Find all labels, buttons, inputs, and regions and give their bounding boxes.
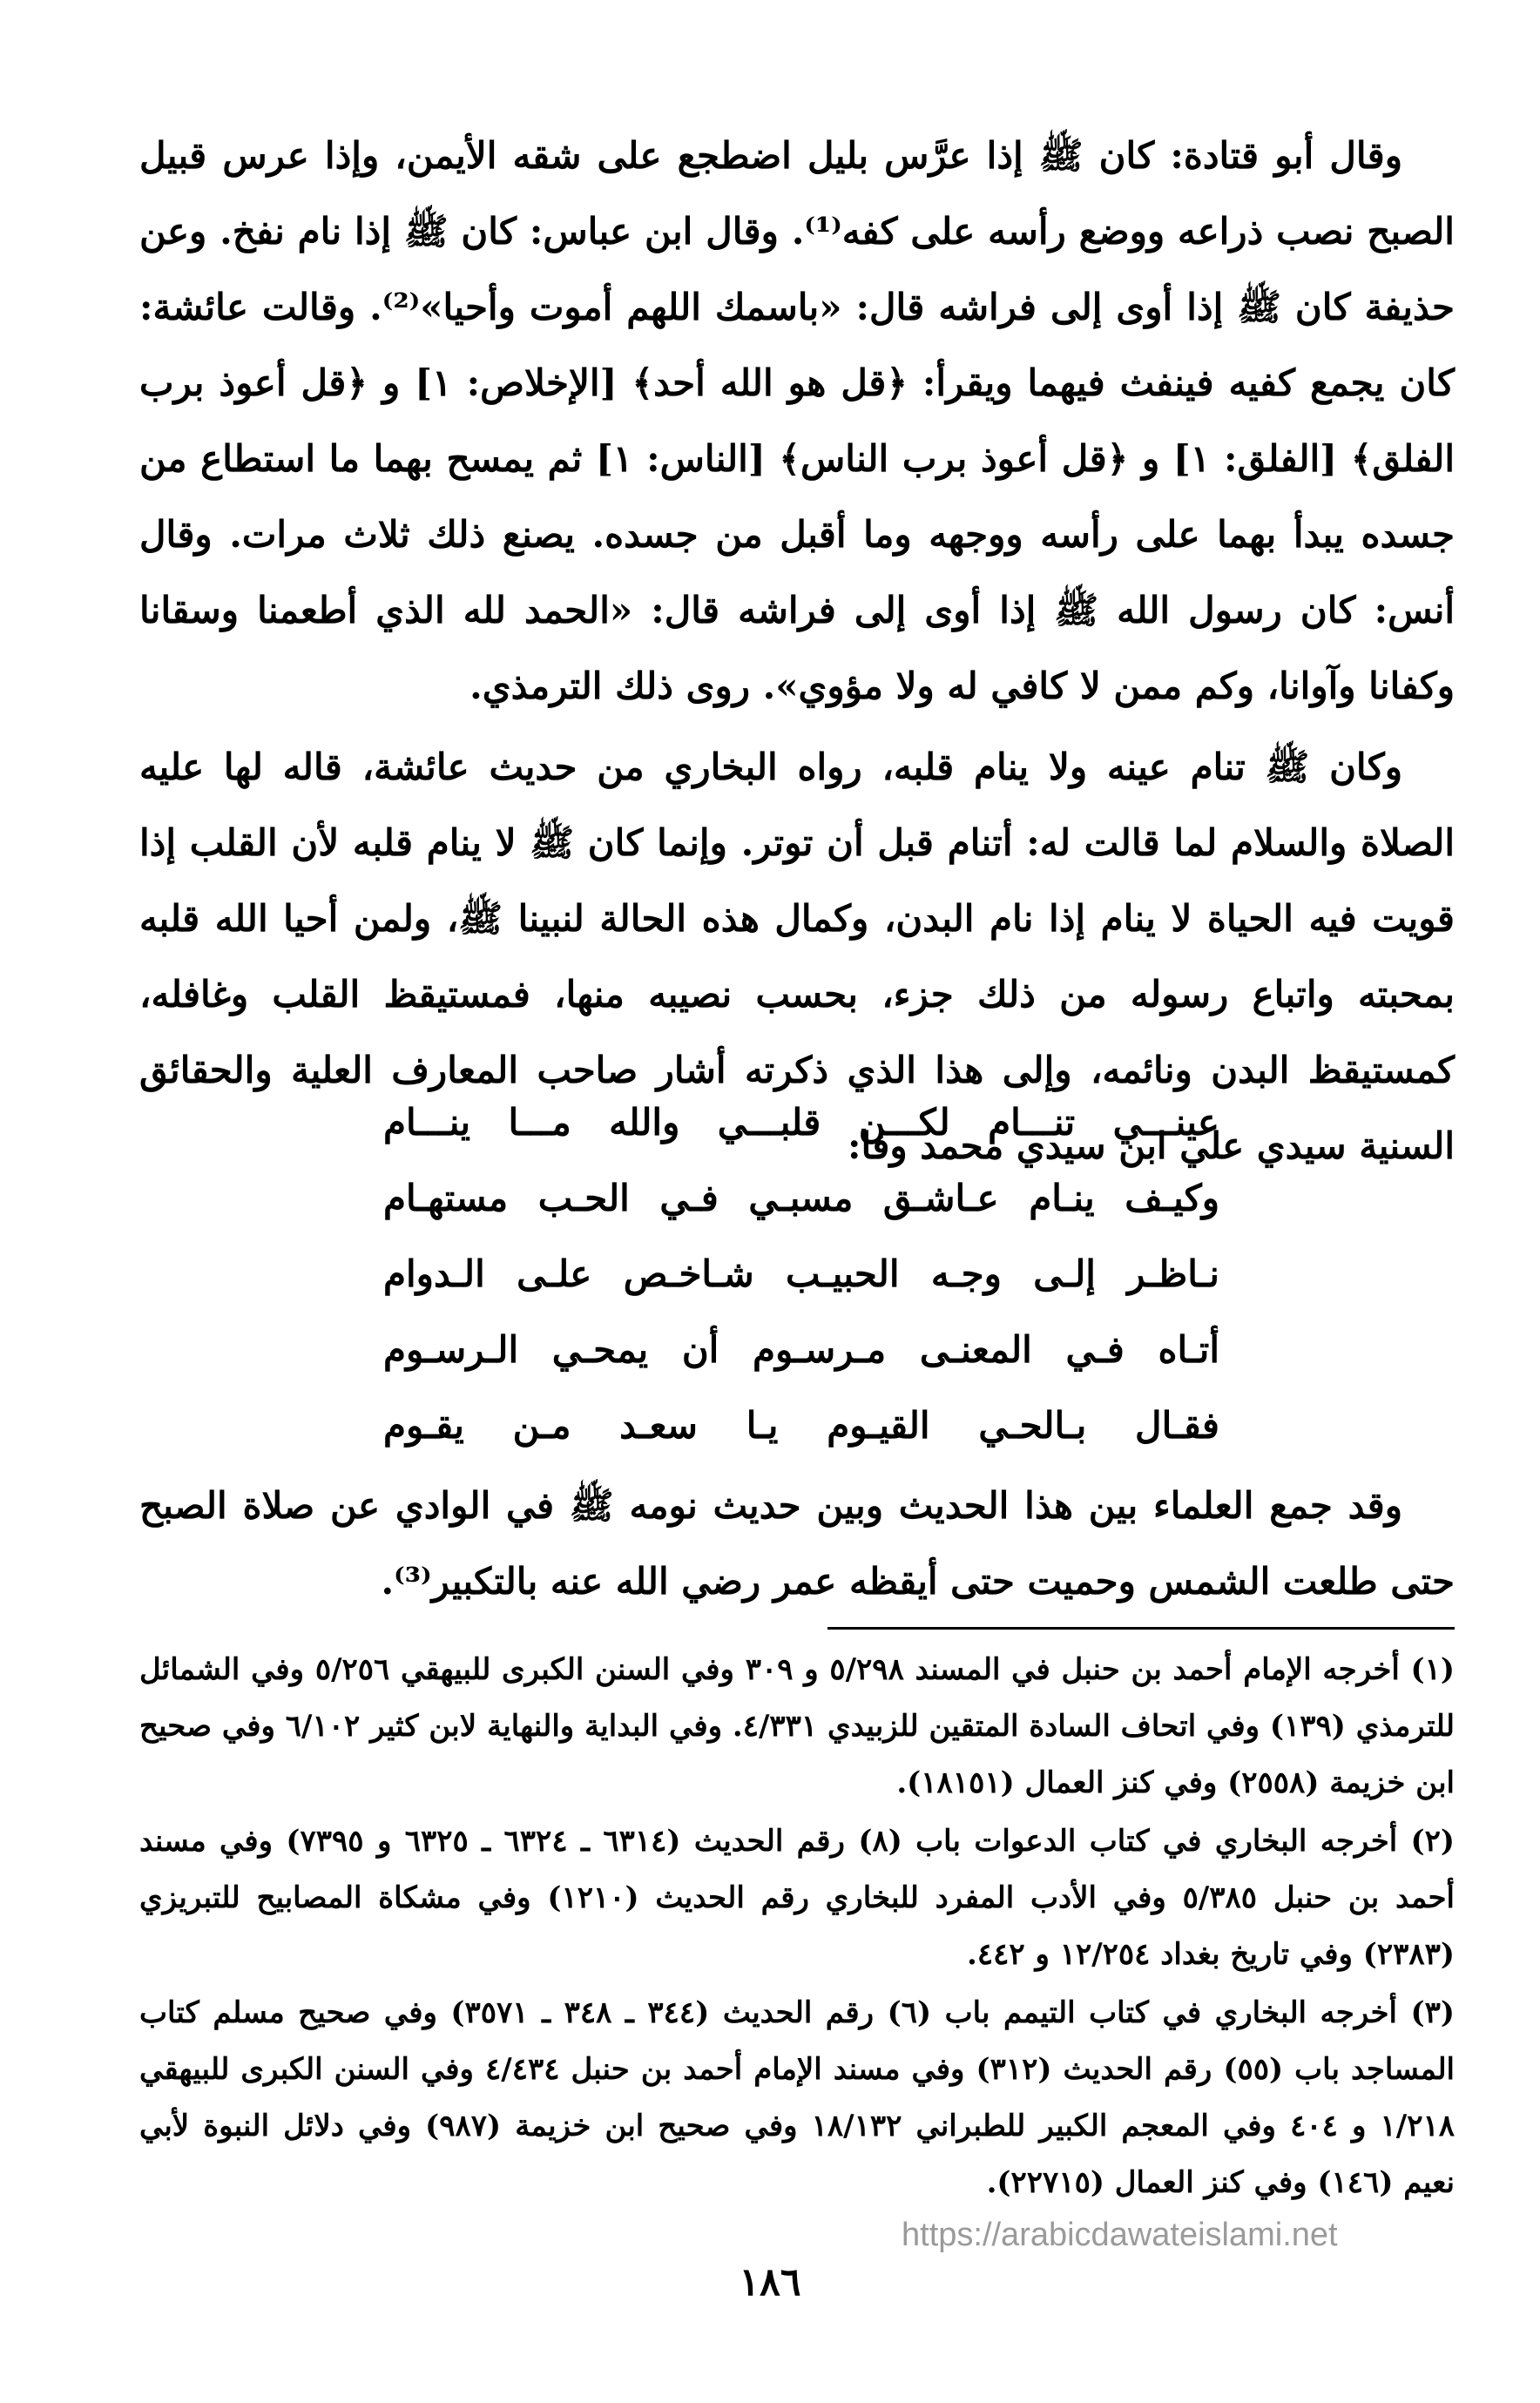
paragraph-2: وكان ﷺ تنام عينه ولا ينام قلبه، رواه البخاري من حديث عائشة، قاله لها عليه الصلاة والسلام لما قالت له: أتنام قبل أن توتر. وإنما كان ﷺ لا ينام قلبه لأن القلب إذا قويت فيه الحياة لا ينام إذا نام البدن، وكمال هذه الحالة لنبينا ﷺ، ولمن أحيا الله قلبه بمحبته واتباع رسوله من ذلك جزء، بحسب نصيبه منها، فمستيقظ القلب وغافله، كمستيقظ البدن ونائمه، وإلى هذا الذي ذكرته أشار صاحب المعارف العلية والحقائق السنية سيدي علي ابن سيدي محمد وفا: — [139, 746, 1455, 1167]
main-text — [139, 118, 1455, 1184]
closing-paragraph: وقد جمع العلماء بين هذا الحديث وبين حديث نومه ﷺ في الوادي عن صلاة الصبح حتى طلعت الشمس وحميت حتى أيقظه عمر رضي الله عنه بالتكبير⁽³⁾. — [139, 1484, 1455, 1603]
footnote-3: (٣) أخرجه البخاري في كتاب التيمم باب (٦) رقم الحديث (٣٤٤ ـ ٣٤٨ ـ ٣٥٧١) وفي صحيح مسلم كتاب المساجد باب (٥٥) رقم الحديث (٣١٢) وفي مسند الإمام أحمد بن حنبل ٤/٤٣٤ وفي السنن الكبرى للبيهقي ١/٢١٨ و ٤٠٤ وفي المعجم الكبير للطبراني ١٨/١٣٢ وفي صحيح ابن خزيمة (٩٨٧) وفي دلائل النبوة لأبي نعيم (١٤٦) وفي كنز العمال (٢٢٧١٥). — [139, 1995, 1456, 2200]
closing-text — [139, 1468, 1455, 1619]
poem-verse-4: أتـاه فـي المعنـى مـرسـوم أن يمحـي الـرسـوم — [383, 1328, 1219, 1371]
poem-verse-5: فقـال بـالحـي القيـوم يـا سعـد مـن يقـوم — [383, 1404, 1219, 1447]
footnotes — [139, 1642, 1455, 2213]
page-number: ١٨٦ — [739, 2260, 801, 2305]
footnote-1: (١) أخرجه الإمام أحمد بن حنبل في المسند ٥/٢٩٨ و ٣٠٩ وفي السنن الكبرى للبيهقي ٥/٢٥٦ وفي الشمائل للترمذي (١٣٩) وفي اتحاف السادة المتقين للزبيدي ٤/٣٣١. وفي البداية والنهاية لابن كثير ٦/١٠٢ وفي صحيح ابن خزيمة (٢٥٥٨) وفي كنز العمال (١٨١٥١). — [139, 1652, 1456, 1800]
footnote-divider — [827, 1627, 1455, 1630]
watermark-url: https://arabicdawateislami.net — [902, 2217, 1338, 2253]
poem-verse-2: وكيـف ينـام عـاشـق مسبـي فـي الحـب مستهـام — [383, 1177, 1219, 1219]
poem-verse-1: عينـــي تنـــام لكـــن قلبـــي والله مـــا ينـــام — [383, 1101, 1219, 1144]
footnote-2: (٢) أخرجه البخاري في كتاب الدعوات باب (٨) رقم الحديث (٦٣١٤ ـ ٦٣٢٤ ـ ٦٣٢٥ و ٧٣٩٥) وفي مسند أحمد بن حنبل ٥/٣٨٥ وفي الأدب المفرد للبخاري رقم الحديث (١٢١٠) وفي مشكاة المصابيح للتبريزي (٢٣٨٣) وفي تاريخ بغداد ١٢/٢٥٤ و ٤٤٢. — [139, 1824, 1455, 1972]
poem — [383, 1084, 1219, 1463]
poem-verse-3: نـاظـر إلـى وجـه الحبيـب شـاخـص علـى الـدوام — [383, 1252, 1219, 1295]
paragraph-1: وقال أبو قتادة: كان ﷺ إذا عرَّس بليل اضطجع على شقه الأيمن، وإذا عرس قبيل الصبح نصب ذراعه ووضع رأسه على كفه⁽¹⁾. وقال ابن عباس: كان ﷺ إذا نام نفخ. وعن حذيفة كان ﷺ إذا أوى إلى فراشه قال: «باسمك اللهم أموت وأحيا»⁽²⁾. وقالت عائشة: كان يجمع كفيه فينفث فيهما ويقرأ: ﴿قل هو الله أحد﴾ [الإخلاص: ١] و ﴿قل أعوذ برب الفلق﴾ [الفلق: ١] و ﴿قل أعوذ برب الناس﴾ [الناس: ١] ثم يمسح بهما ما استطاع من جسده يبدأ بهما على رأسه ووجهه وما أقبل من جسده. يصنع ذلك ثلاث مرات. وقال أنس: كان رسول الله ﷺ إذا أوى إلى فراشه قال: «الحمد لله الذي أطعمنا وسقانا وكفانا وآوانا، وكم ممن لا كافي له ولا مؤوي». روى ذلك الترمذي. — [139, 134, 1456, 707]
